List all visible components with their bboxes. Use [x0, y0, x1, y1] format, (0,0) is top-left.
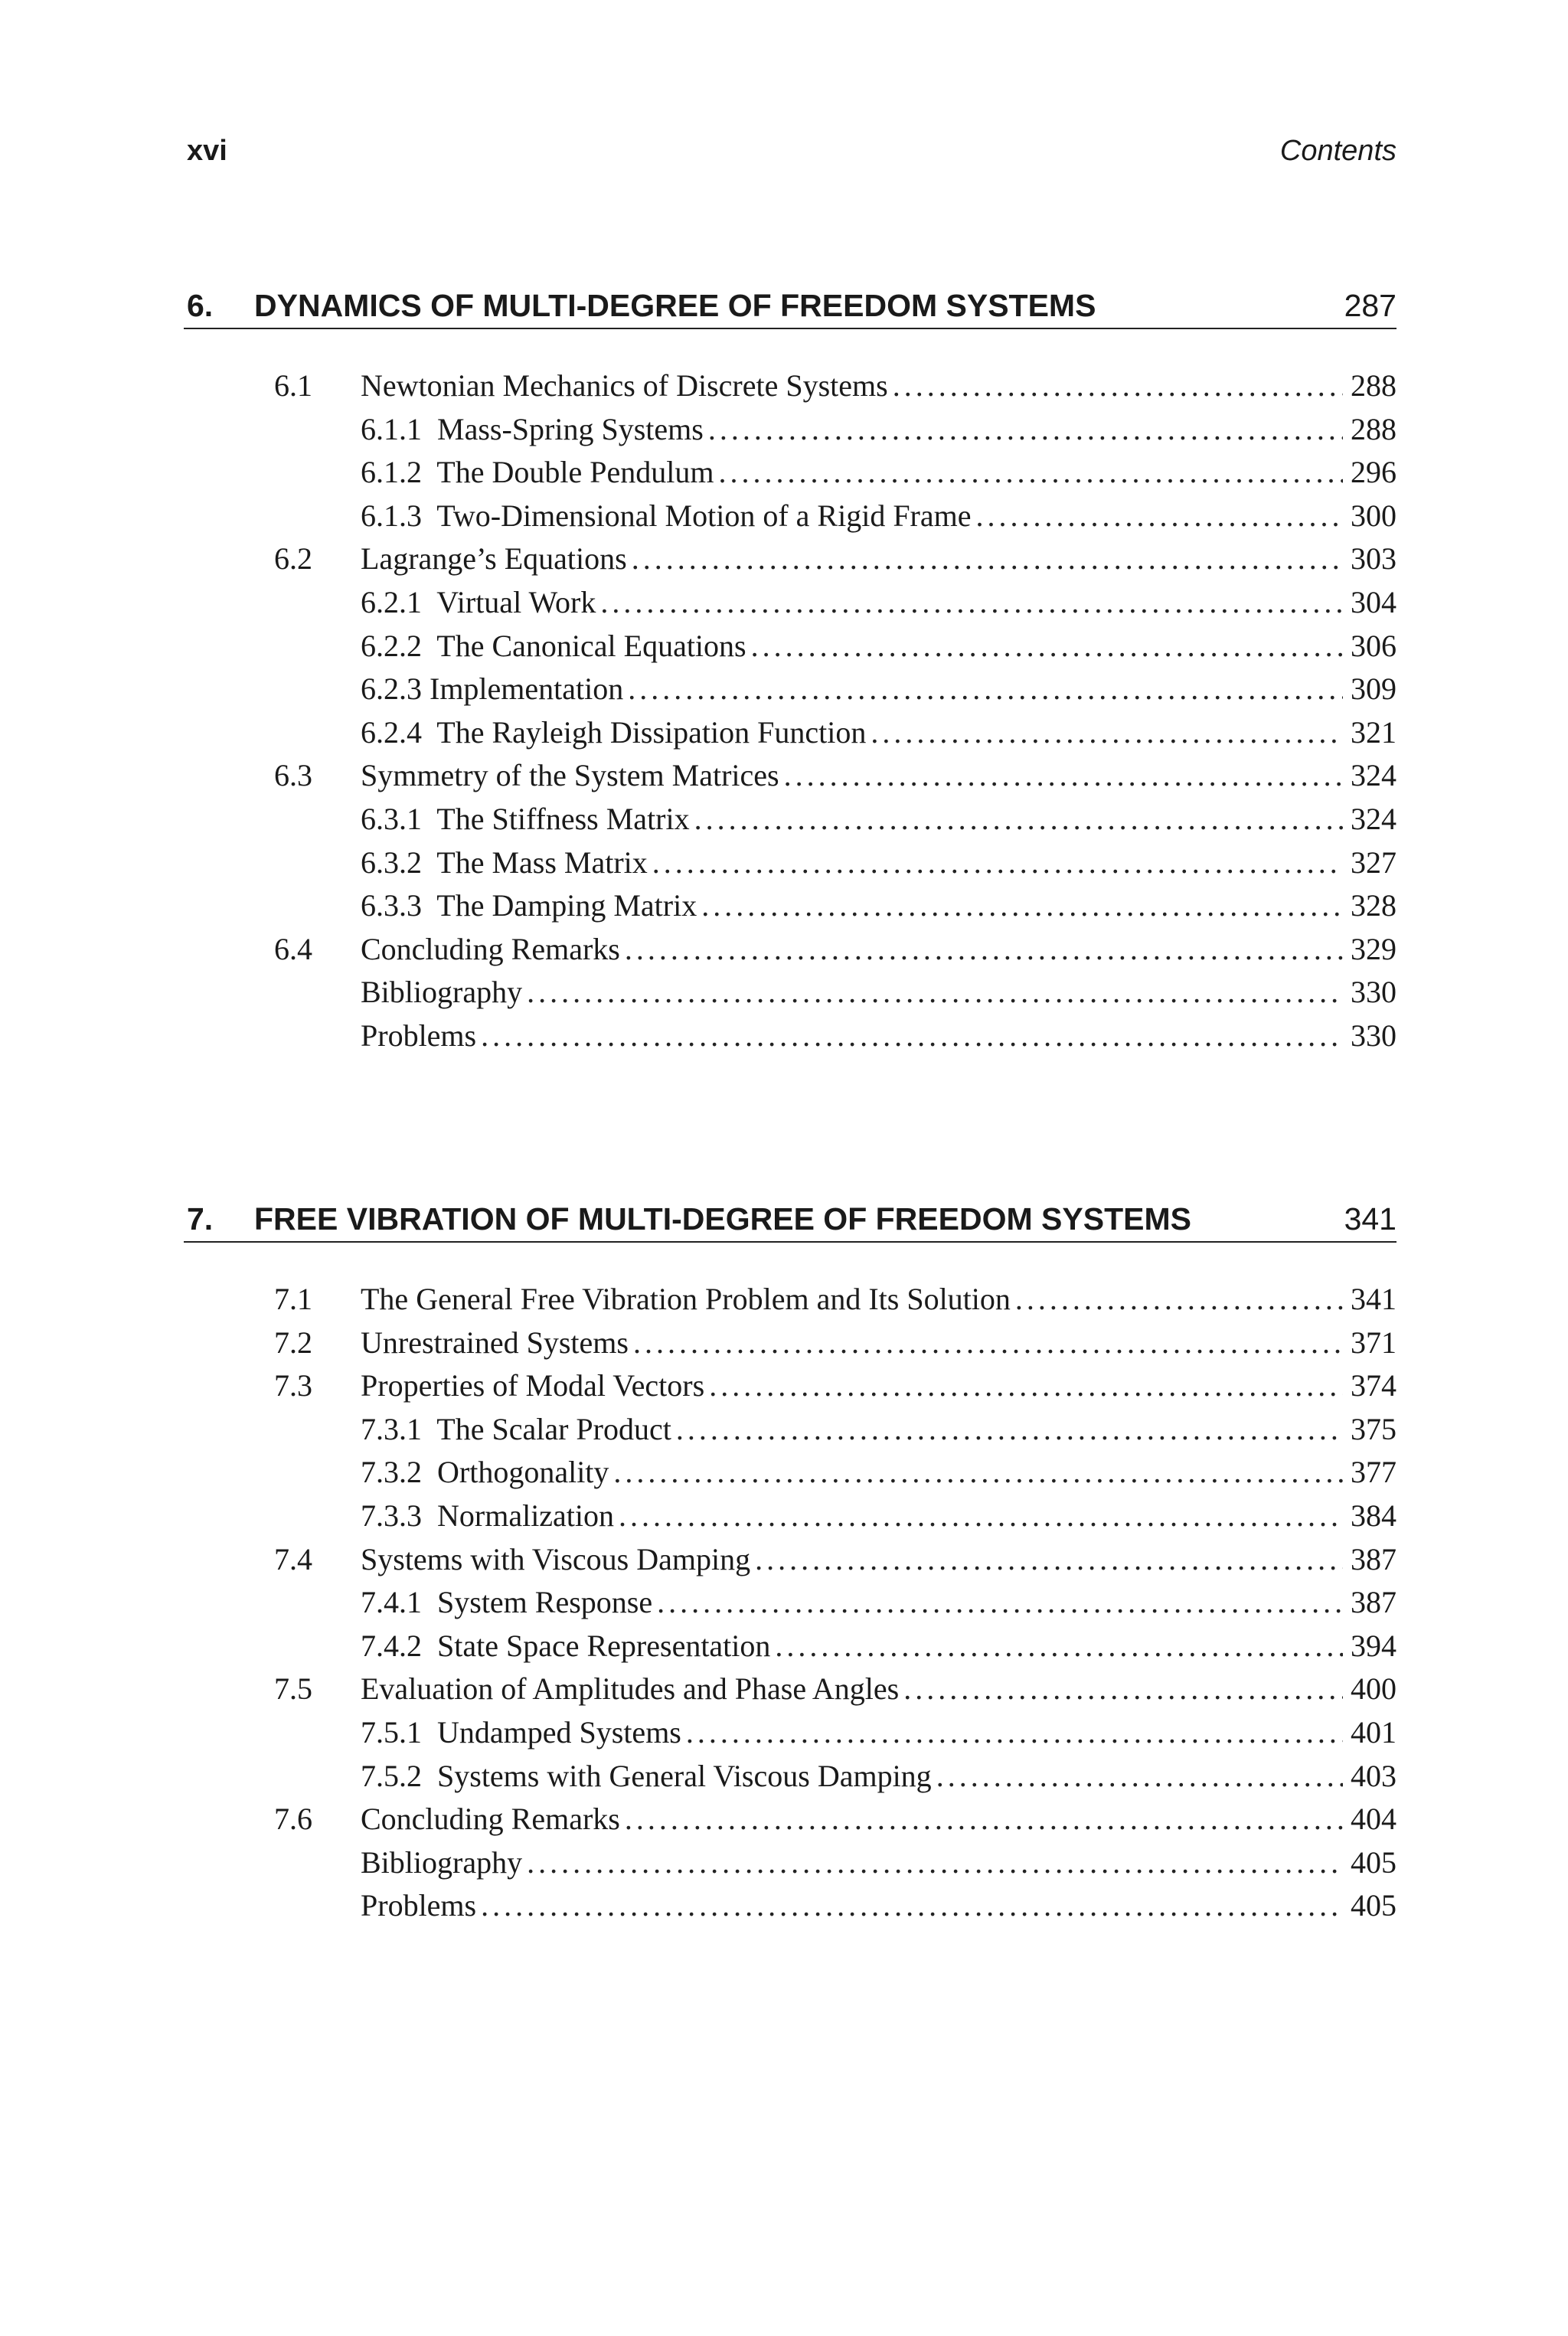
toc-entry-page: 387	[1351, 1541, 1396, 1576]
dot-leader	[871, 711, 1343, 754]
toc-entry-line	[361, 1798, 1396, 1841]
toc-entry	[184, 668, 1396, 711]
toc-entry-title: The General Free Vibration Problem and Its Solution	[361, 1282, 1011, 1316]
toc-entry	[184, 841, 1396, 885]
toc-entry-line	[361, 1581, 1396, 1624]
dot-leader	[976, 495, 1344, 537]
toc-entry-number: 6.2	[274, 541, 312, 577]
toc-entry-title: Evaluation of Amplitudes and Phase Angles	[361, 1671, 900, 1707]
toc-entry	[184, 1798, 1396, 1841]
dot-leader	[628, 668, 1343, 711]
toc-entry-title: 6.2.4 The Rayleigh Dissipation Function	[361, 714, 867, 750]
chapter-title: DYNAMICS OF MULTI-DEGREE OF FREEDOM SYSTEMS	[254, 288, 1096, 323]
toc-entry-line	[361, 1408, 1396, 1451]
toc-entry-title: Newtonian Mechanics of Discrete Systems	[361, 368, 888, 403]
toc-entry-title: 6.2.3 Implementation	[361, 671, 624, 707]
chapter-heading	[184, 1201, 1396, 1243]
toc-entry-title: 6.2.2 The Canonical Equations	[361, 628, 746, 663]
toc-entry-page: 405	[1351, 1844, 1396, 1880]
toc-entry-page: 341	[1351, 1282, 1396, 1316]
toc-entry-line	[361, 841, 1396, 884]
toc-entry-page: 300	[1351, 498, 1396, 533]
toc-entry	[184, 711, 1396, 755]
toc-entry	[184, 625, 1396, 668]
dot-leader	[613, 1451, 1343, 1494]
toc-entry-number: 7.4	[274, 1541, 312, 1576]
toc-entry-title: Concluding Remarks	[361, 931, 620, 966]
chapter-title: FREE VIBRATION OF MULTI-DEGREE OF FREEDOM SYSTEMS	[254, 1201, 1191, 1237]
dot-leader	[527, 1841, 1343, 1884]
toc-entry-title: Unrestrained Systems	[361, 1325, 629, 1360]
toc-entry-title: 6.2.1 Virtual Work	[361, 584, 596, 619]
toc-entry-line	[361, 1668, 1396, 1710]
toc-entry	[184, 798, 1396, 841]
toc-entry	[184, 1755, 1396, 1799]
toc-entry-number: 6.4	[274, 931, 312, 966]
toc-entry	[184, 1495, 1396, 1538]
toc-entry	[184, 1538, 1396, 1582]
toc-entry-title: 7.4.1 System Response	[361, 1585, 653, 1620]
toc-entry-page: 377	[1351, 1455, 1396, 1490]
toc-entry-line	[361, 364, 1396, 407]
toc-entry-title: Bibliography	[361, 1844, 523, 1880]
toc-entry	[184, 1014, 1396, 1058]
toc-entry	[184, 495, 1396, 538]
toc-entry	[184, 1278, 1396, 1322]
toc-entry-page: 401	[1351, 1714, 1396, 1750]
toc-entry-title: Problems	[361, 1888, 477, 1923]
dot-leader	[625, 1798, 1343, 1841]
toc-entry-number: 7.3	[274, 1368, 312, 1403]
toc-entry	[184, 364, 1396, 408]
toc-entry-line	[361, 1884, 1396, 1927]
chapter-number: 7.	[187, 1201, 214, 1237]
toc-entry	[184, 928, 1396, 972]
dot-leader	[676, 1408, 1343, 1451]
dot-leader	[652, 841, 1343, 884]
chapter-heading	[184, 288, 1396, 329]
toc-entry	[184, 971, 1396, 1014]
toc-entry-number: 6.1	[274, 368, 312, 403]
toc-entry-page: 327	[1351, 845, 1396, 880]
toc-entry-line	[361, 1841, 1396, 1884]
chapter-page-number: 341	[1344, 1201, 1396, 1237]
toc-entry-page: 394	[1351, 1628, 1396, 1663]
toc-entry-page: 304	[1351, 584, 1396, 619]
chapter-number: 6.	[187, 288, 214, 323]
toc-entry-title: Bibliography	[361, 975, 523, 1010]
chapter-page-number: 287	[1344, 288, 1396, 323]
dot-leader	[708, 408, 1343, 451]
toc-entry-line	[361, 1495, 1396, 1537]
dot-leader	[936, 1755, 1343, 1798]
toc-entry-title: 7.5.1 Undamped Systems	[361, 1714, 681, 1750]
toc-entry	[184, 754, 1396, 798]
toc-entry	[184, 1364, 1396, 1408]
toc-entry-line	[361, 1278, 1396, 1321]
toc-entry	[184, 451, 1396, 495]
chapter-6-section	[184, 288, 1396, 1058]
toc-entry-line	[361, 1625, 1396, 1668]
toc-entry	[184, 1322, 1396, 1365]
toc-entry-number: 7.6	[274, 1802, 312, 1837]
dot-leader	[701, 884, 1343, 927]
toc-entry-page: 384	[1351, 1498, 1396, 1533]
toc-entry-title: 7.3.2 Orthogonality	[361, 1455, 609, 1490]
toc-entry	[184, 884, 1396, 928]
toc-entry	[184, 1408, 1396, 1452]
toc-entry	[184, 1668, 1396, 1711]
running-head	[187, 135, 1396, 173]
toc-entry-title: 7.3.1 The Scalar Product	[361, 1411, 671, 1446]
toc-entry-page: 371	[1351, 1325, 1396, 1360]
toc-entry-page: 328	[1351, 888, 1396, 923]
dot-leader	[755, 1538, 1343, 1581]
toc-entry-page: 321	[1351, 714, 1396, 750]
dot-leader	[633, 1322, 1343, 1364]
chapter-entries	[184, 1278, 1396, 1928]
toc-entry-line	[361, 1322, 1396, 1364]
toc-entry-page: 330	[1351, 1018, 1396, 1053]
toc-entry-line	[361, 1364, 1396, 1407]
dot-leader	[619, 1495, 1343, 1537]
toc-entry-line	[361, 971, 1396, 1014]
toc-entry-page: 400	[1351, 1671, 1396, 1707]
toc-entry-title: Systems with Viscous Damping	[361, 1541, 751, 1576]
dot-leader	[694, 798, 1343, 841]
toc-entry-line	[361, 798, 1396, 841]
toc-entry	[184, 1451, 1396, 1495]
toc-entry	[184, 581, 1396, 625]
toc-entry-title: 7.5.2 Systems with General Viscous Damping	[361, 1758, 932, 1793]
dot-leader	[481, 1014, 1343, 1057]
chapter-7-section	[184, 1201, 1396, 1928]
dot-leader	[751, 625, 1343, 668]
dot-leader	[625, 928, 1343, 971]
chapter-entries	[184, 364, 1396, 1058]
toc-entry-page: 324	[1351, 758, 1396, 793]
toc-entry	[184, 537, 1396, 581]
toc-entry-line	[361, 1538, 1396, 1581]
toc-entry-page: 288	[1351, 411, 1396, 446]
dot-leader	[903, 1668, 1343, 1710]
toc-entry-line	[361, 625, 1396, 668]
dot-leader	[686, 1711, 1343, 1754]
toc-entry-page: 404	[1351, 1802, 1396, 1837]
toc-entry-title: Problems	[361, 1018, 477, 1053]
toc-entry-page: 329	[1351, 931, 1396, 966]
toc-entry	[184, 1884, 1396, 1928]
toc-entry-title: 7.4.2 State Space Representation	[361, 1628, 771, 1663]
toc-entry-number: 7.1	[274, 1282, 312, 1316]
toc-entry-page: 387	[1351, 1585, 1396, 1620]
toc-entry-page: 374	[1351, 1368, 1396, 1403]
toc-entry-line	[361, 668, 1396, 711]
toc-entry-title: 6.3.3 The Damping Matrix	[361, 888, 697, 923]
dot-leader	[1015, 1278, 1343, 1321]
dot-leader	[718, 451, 1343, 494]
toc-entry-line	[361, 1014, 1396, 1057]
toc-entry-title: Symmetry of the System Matrices	[361, 758, 779, 793]
dot-leader	[527, 971, 1343, 1014]
toc-entry-number: 7.5	[274, 1671, 312, 1707]
toc-entry-line	[361, 1451, 1396, 1494]
toc-entry-page: 288	[1351, 368, 1396, 403]
toc-entry-line	[361, 581, 1396, 624]
toc-entry-page: 330	[1351, 975, 1396, 1010]
toc-entry-number: 7.2	[274, 1325, 312, 1360]
toc-entry-page: 405	[1351, 1888, 1396, 1923]
toc-entry-page: 303	[1351, 541, 1396, 577]
dot-leader	[600, 581, 1343, 624]
toc-entry-line	[361, 711, 1396, 754]
toc-entry-line	[361, 537, 1396, 580]
toc-entry-page: 403	[1351, 1758, 1396, 1793]
toc-entry-line	[361, 1711, 1396, 1754]
toc-entry	[184, 408, 1396, 452]
toc-entry-line	[361, 928, 1396, 971]
toc-entry	[184, 1581, 1396, 1625]
toc-entry-title: 6.1.2 The Double Pendulum	[361, 455, 714, 490]
toc-entry-line	[361, 495, 1396, 537]
dot-leader	[632, 537, 1343, 580]
toc-entry-line	[361, 1755, 1396, 1798]
toc-entry	[184, 1711, 1396, 1755]
toc-entry-title: 6.1.3 Two-Dimensional Motion of a Rigid Frame	[361, 498, 972, 533]
dot-leader	[709, 1364, 1343, 1407]
toc-entry-title: 6.1.1 Mass-Spring Systems	[361, 411, 704, 446]
toc-entry-title: Concluding Remarks	[361, 1802, 620, 1837]
dot-leader	[481, 1884, 1343, 1927]
toc-entry-line	[361, 451, 1396, 494]
toc-entry-line	[361, 884, 1396, 927]
toc-entry-title: Properties of Modal Vectors	[361, 1368, 705, 1403]
toc-entry-title: Lagrange’s Equations	[361, 541, 627, 577]
running-head-title: Contents	[1279, 135, 1396, 167]
dot-leader	[893, 364, 1343, 407]
toc-entry-line	[361, 754, 1396, 797]
toc-entry	[184, 1841, 1396, 1885]
toc-entry	[184, 1625, 1396, 1668]
toc-entry-page: 309	[1351, 671, 1396, 707]
page-folio: xvi	[187, 135, 227, 167]
toc-entry-title: 6.3.1 The Stiffness Matrix	[361, 801, 690, 836]
toc-entry-page: 375	[1351, 1411, 1396, 1446]
dot-leader	[657, 1581, 1343, 1624]
toc-entry-page: 296	[1351, 455, 1396, 490]
dot-leader	[775, 1625, 1343, 1668]
toc-entry-page: 324	[1351, 801, 1396, 836]
toc-entry-title: 7.3.3 Normalization	[361, 1498, 615, 1533]
toc-entry-title: 6.3.2 The Mass Matrix	[361, 845, 648, 880]
dot-leader	[784, 754, 1343, 797]
toc-entry-page: 306	[1351, 628, 1396, 663]
toc-entry-line	[361, 408, 1396, 451]
toc-entry-number: 6.3	[274, 758, 312, 793]
